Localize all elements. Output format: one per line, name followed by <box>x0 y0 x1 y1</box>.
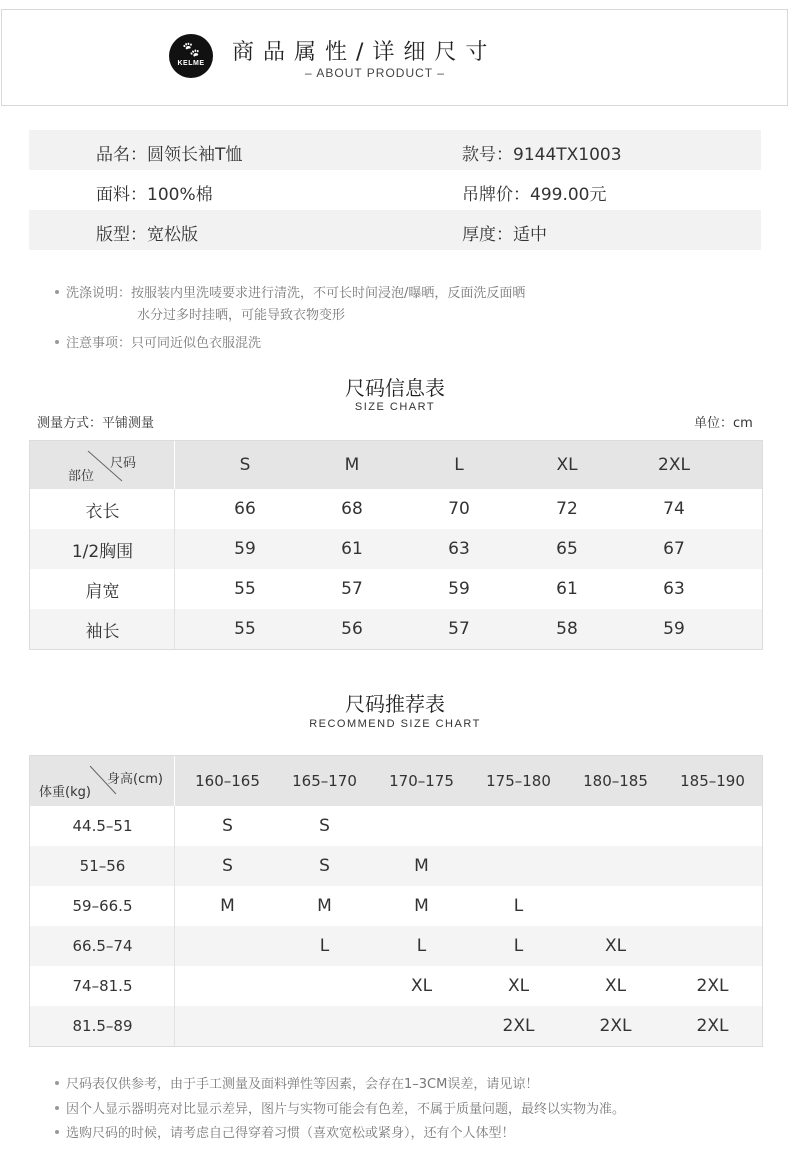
table-cell <box>373 806 470 846</box>
height-header: 170–175 <box>389 772 454 790</box>
table-cell: 2XL <box>599 1016 632 1036</box>
table-cell: 57 <box>341 579 363 599</box>
table-cell: XL <box>507 976 530 996</box>
size-chart-subtitle: SIZE CHART <box>354 401 436 413</box>
weight-label: 66.5–74 <box>72 937 133 955</box>
table-cell: S <box>222 856 233 876</box>
table-cell <box>276 966 373 1006</box>
attribute-value: 499.00元 <box>530 185 607 205</box>
table-cell: L <box>416 936 427 956</box>
table-cell: 59 <box>448 579 470 599</box>
attribute-value: 100%棉 <box>147 185 213 205</box>
table-cell <box>470 806 567 846</box>
size-header: L <box>454 455 464 475</box>
table-cell: 61 <box>556 579 578 599</box>
table-cell: 2XL <box>696 976 729 996</box>
logo-text: KELME <box>177 60 205 67</box>
weight-label: 74–81.5 <box>72 977 133 995</box>
table-cell: 55 <box>234 579 256 599</box>
paw-icon: 🐾︎ <box>180 40 202 59</box>
table-cell: 66 <box>234 499 256 519</box>
attribute-value: 9144TX1003 <box>513 145 622 165</box>
part-label: 衣长 <box>85 501 120 522</box>
page-title: 商品属性/详细尺寸 <box>232 40 497 65</box>
table-cell <box>470 846 567 886</box>
table-cell: L <box>513 896 524 916</box>
table-cell: 2XL <box>502 1016 535 1036</box>
table-cell: 56 <box>341 619 363 639</box>
table-header-row <box>30 441 762 489</box>
measure-method: 测量方式：平铺测量 <box>37 416 155 431</box>
table-cell: S <box>319 856 330 876</box>
bullet-icon <box>55 1130 59 1134</box>
attribute-label: 吊牌价： <box>462 185 530 205</box>
table-row <box>30 609 762 649</box>
measure-unit: 单位：cm <box>694 416 753 431</box>
table-cell: M <box>414 856 429 876</box>
table-cell: 58 <box>556 619 578 639</box>
table-corner-cell: 尺码 部位 <box>30 441 175 489</box>
table-cell <box>567 806 664 846</box>
table-cell <box>276 1006 373 1046</box>
table-row <box>30 806 762 846</box>
table-cell <box>664 846 761 886</box>
table-cell: 59 <box>234 539 256 559</box>
attribute-row <box>29 210 761 250</box>
care-notice: 注意事项：只可同近似色衣服混洗 <box>55 332 261 351</box>
footnote: 选购尺码的时候，请考虑自己得穿着习惯（喜欢宽松或紧身），还有个人体型！ <box>55 1122 515 1141</box>
diagonal-line <box>30 441 175 489</box>
attribute-label: 面料： <box>96 185 147 205</box>
table-cell: 59 <box>663 619 685 639</box>
height-header: 185–190 <box>680 772 745 790</box>
table-cell <box>179 926 276 966</box>
brand-logo <box>169 34 213 78</box>
table-cell: XL <box>604 976 627 996</box>
recommend-chart-table <box>29 755 763 1047</box>
table-cell: XL <box>604 936 627 956</box>
part-label: 1/2胸围 <box>71 541 134 562</box>
size-header: XL <box>556 455 578 475</box>
table-cell: S <box>319 816 330 836</box>
table-cell: 57 <box>448 619 470 639</box>
table-cell <box>567 846 664 886</box>
attribute-value: 圆领长袖T恤 <box>147 145 243 165</box>
table-cell: M <box>220 896 235 916</box>
table-row <box>30 489 762 529</box>
attribute-row <box>29 170 761 210</box>
table-cell: 74 <box>663 499 685 519</box>
recommend-chart-title: 尺码推荐表 <box>345 692 445 716</box>
page-subtitle: – ABOUT PRODUCT – <box>305 66 445 80</box>
size-header: 2XL <box>658 455 690 475</box>
weight-label: 44.5–51 <box>72 817 133 835</box>
table-cell: XL <box>410 976 433 996</box>
size-chart-title: 尺码信息表 <box>345 376 445 400</box>
table-cell: M <box>317 896 332 916</box>
table-row <box>30 569 762 609</box>
table-cell <box>373 1006 470 1046</box>
attribute-value: 适中 <box>513 225 547 245</box>
part-label: 袖长 <box>85 621 120 642</box>
footnote: 因个人显示器明亮对比显示差异，图片与实物可能会有色差，不属于质量问题，最终以实物为准。 <box>55 1098 625 1117</box>
bullet-icon <box>55 1106 59 1110</box>
table-corner-cell: 身高(cm) 体重(kg) <box>30 756 175 806</box>
attribute-value: 宽松版 <box>147 225 198 245</box>
attribute-label: 厚度： <box>462 225 513 245</box>
attribute-label: 品名： <box>96 145 147 165</box>
bullet-icon <box>55 290 59 294</box>
table-cell <box>664 806 761 846</box>
table-row <box>30 1006 762 1046</box>
table-cell: 70 <box>448 499 470 519</box>
table-cell: L <box>319 936 330 956</box>
table-cell: S <box>222 816 233 836</box>
table-row <box>30 966 762 1006</box>
table-row <box>30 846 762 886</box>
height-header: 180–185 <box>583 772 648 790</box>
height-header: 160–165 <box>195 772 260 790</box>
table-cell: 68 <box>341 499 363 519</box>
table-row <box>30 886 762 926</box>
weight-label: 59–66.5 <box>72 897 133 915</box>
table-cell <box>567 886 664 926</box>
table-cell <box>179 1006 276 1046</box>
table-cell: 61 <box>341 539 363 559</box>
table-cell: 67 <box>663 539 685 559</box>
table-cell: L <box>513 936 524 956</box>
attribute-row <box>29 130 761 170</box>
footnote: 尺码表仅供参考，由于手工测量及面料弹性等因素，会存在1–3CM误差，请见谅！ <box>55 1073 538 1092</box>
wash-instructions-cont: 水分过多时挂晒，可能导致衣物变形 <box>137 308 346 323</box>
table-header-row <box>30 756 762 806</box>
wash-instructions: 洗涤说明：按服装内里洗唛要求进行清洗，不可长时间浸泡/曝晒，反面洗反面晒 <box>55 282 525 301</box>
table-cell: 2XL <box>696 1016 729 1036</box>
table-row <box>30 926 762 966</box>
table-cell: M <box>414 896 429 916</box>
part-label: 肩宽 <box>85 581 120 602</box>
attribute-label: 款号： <box>462 145 513 165</box>
weight-label: 51–56 <box>79 857 126 875</box>
size-chart-table <box>29 440 763 650</box>
table-cell: 55 <box>234 619 256 639</box>
bullet-icon <box>55 1081 59 1085</box>
recommend-chart-subtitle: RECOMMEND SIZE CHART <box>309 718 481 730</box>
table-cell: 63 <box>448 539 470 559</box>
table-cell <box>664 886 761 926</box>
size-header: S <box>239 455 251 475</box>
height-header: 175–180 <box>486 772 551 790</box>
bullet-icon <box>55 340 59 344</box>
size-header: M <box>344 455 360 475</box>
table-cell <box>179 966 276 1006</box>
table-cell <box>664 926 761 966</box>
table-row <box>30 529 762 569</box>
table-cell: 72 <box>556 499 578 519</box>
table-cell: 65 <box>556 539 578 559</box>
height-header: 165–170 <box>292 772 357 790</box>
table-cell: 63 <box>663 579 685 599</box>
weight-label: 81.5–89 <box>72 1017 133 1035</box>
attribute-label: 版型： <box>96 225 147 245</box>
